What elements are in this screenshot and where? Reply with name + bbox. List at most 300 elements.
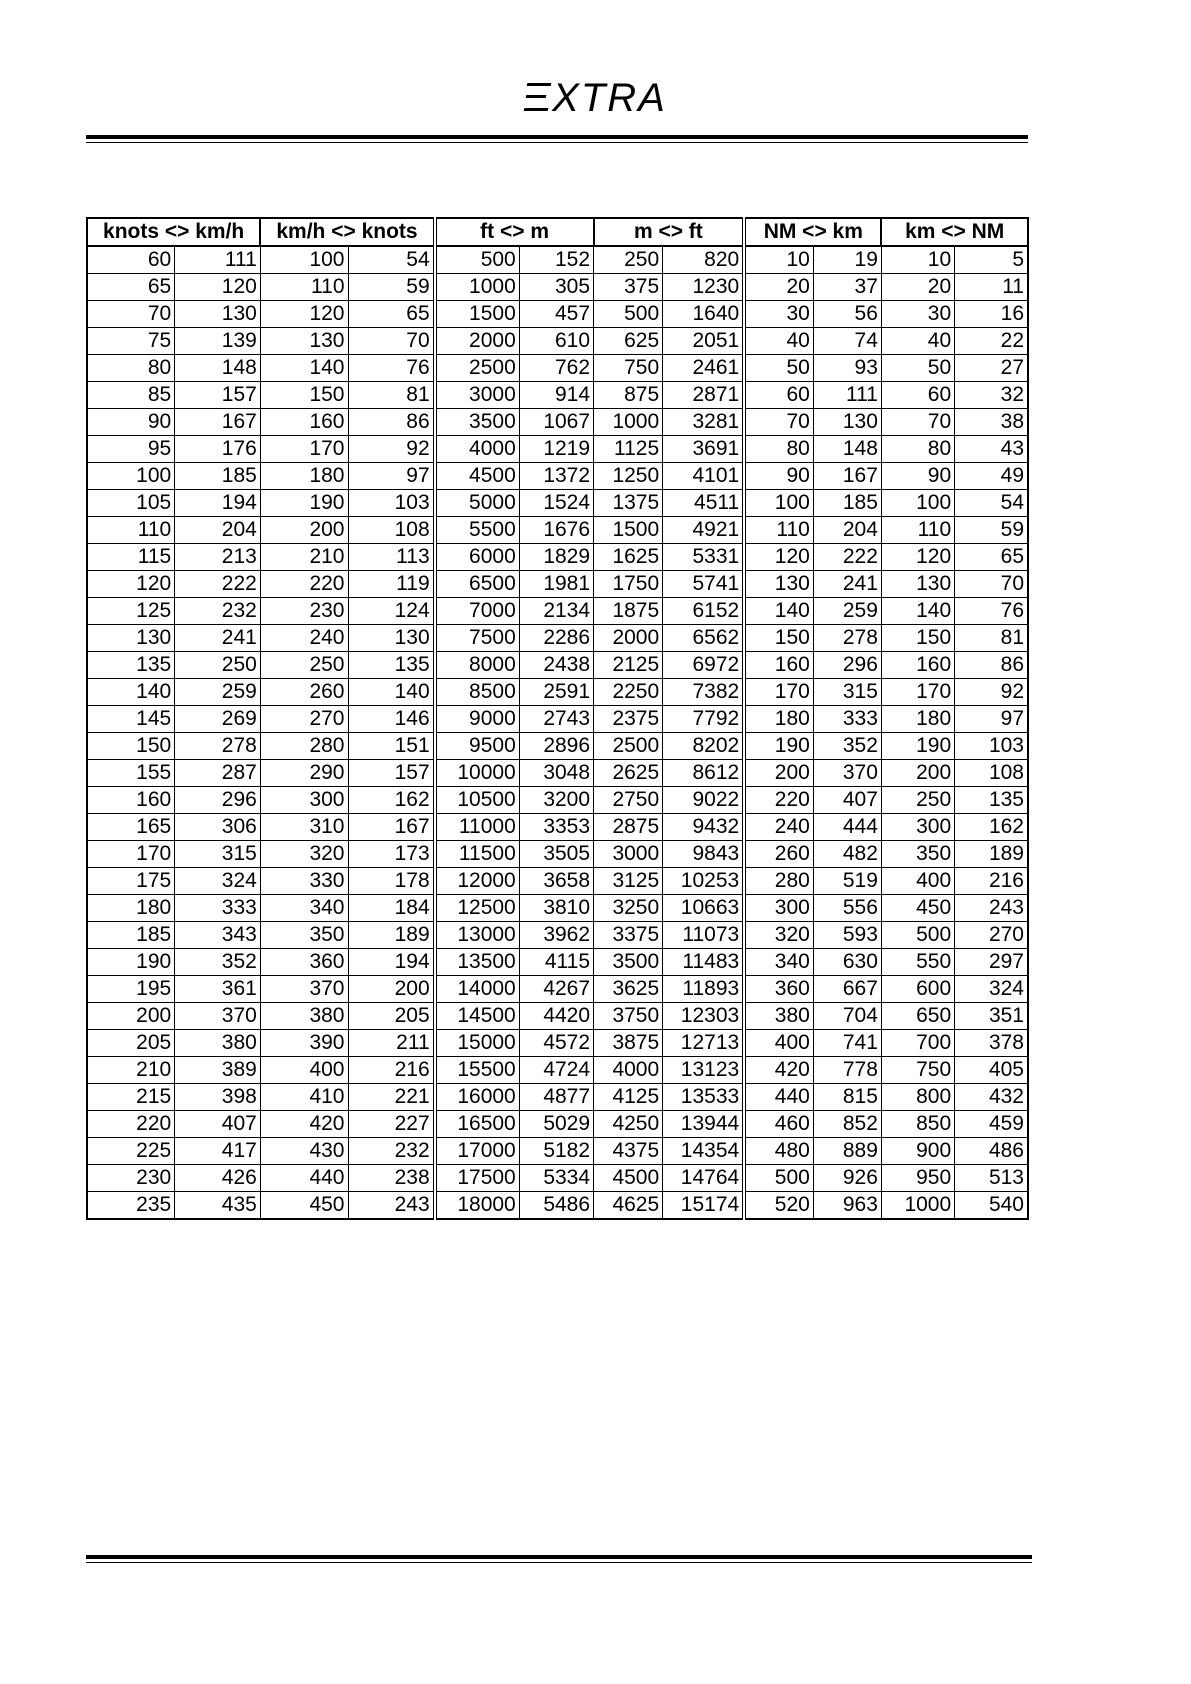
table-cell: 204: [813, 517, 881, 544]
table-cell: 889: [813, 1138, 881, 1165]
table-cell: 352: [813, 733, 881, 760]
table-cell: 184: [348, 895, 435, 922]
table-cell: 103: [348, 490, 435, 517]
table-cell: 340: [260, 895, 348, 922]
table-cell: 37: [813, 274, 881, 301]
table-cell: 6500: [435, 571, 520, 598]
table-cell: 4267: [519, 976, 593, 1003]
table-cell: 3000: [594, 841, 663, 868]
table-cell: 76: [955, 598, 1028, 625]
table-cell: 11500: [435, 841, 520, 868]
table-cell: 140: [87, 679, 175, 706]
table-cell: 815: [813, 1084, 881, 1111]
table-cell: 333: [175, 895, 261, 922]
table-cell: 1676: [519, 517, 593, 544]
table-row: [87, 814, 1028, 841]
table-row: [87, 490, 1028, 517]
table-row: [87, 733, 1028, 760]
table-cell: 5: [955, 246, 1028, 274]
table-cell: 444: [813, 814, 881, 841]
table-cell: 700: [881, 1030, 954, 1057]
table-cell: 1000: [594, 409, 663, 436]
table-cell: 20: [881, 274, 954, 301]
table-cell: 80: [87, 355, 175, 382]
table-cell: 6562: [663, 625, 745, 652]
table-cell: 850: [881, 1111, 954, 1138]
table-cell: 400: [260, 1057, 348, 1084]
table-cell: 20: [744, 274, 813, 301]
table-cell: 1125: [594, 436, 663, 463]
table-cell: 250: [260, 652, 348, 679]
table-cell: 1372: [519, 463, 593, 490]
table-cell: 360: [744, 976, 813, 1003]
table-cell: 259: [175, 679, 261, 706]
table-body: [87, 246, 1028, 1219]
table-cell: 280: [260, 733, 348, 760]
table-cell: 2591: [519, 679, 593, 706]
table-cell: 190: [881, 733, 954, 760]
table-cell: 135: [955, 787, 1028, 814]
table-cell: 148: [175, 355, 261, 382]
table-cell: 130: [813, 409, 881, 436]
table-cell: 875: [594, 382, 663, 409]
table-cell: 3500: [435, 409, 520, 436]
table-cell: 8000: [435, 652, 520, 679]
table-cell: 200: [87, 1003, 175, 1030]
table-cell: 130: [881, 571, 954, 598]
table-cell: 500: [881, 922, 954, 949]
header-km-nm: km <> NM: [881, 218, 1028, 246]
table-cell: 380: [260, 1003, 348, 1030]
table-cell: 119: [348, 571, 435, 598]
table-cell: 926: [813, 1165, 881, 1192]
table-cell: 305: [519, 274, 593, 301]
table-cell: 65: [87, 274, 175, 301]
table-cell: 38: [955, 409, 1028, 436]
extra-logo-text: XTRA: [552, 76, 667, 120]
table-cell: 243: [348, 1192, 435, 1220]
table-cell: 222: [175, 571, 261, 598]
table-cell: 175: [87, 868, 175, 895]
table-cell: 2896: [519, 733, 593, 760]
table-cell: 14764: [663, 1165, 745, 1192]
table-cell: 200: [260, 517, 348, 544]
table-cell: 420: [260, 1111, 348, 1138]
table-cell: 170: [744, 679, 813, 706]
table-cell: 2051: [663, 328, 745, 355]
table-cell: 650: [881, 1003, 954, 1030]
table-cell: 480: [744, 1138, 813, 1165]
table-cell: 17500: [435, 1165, 520, 1192]
table-cell: 315: [813, 679, 881, 706]
table-cell: 351: [955, 1003, 1028, 1030]
table-cell: 450: [260, 1192, 348, 1220]
table-cell: 5000: [435, 490, 520, 517]
table-row: [87, 571, 1028, 598]
header-m-ft: m <> ft: [594, 218, 745, 246]
table-row: [87, 436, 1028, 463]
table-cell: 375: [594, 274, 663, 301]
table-cell: 435: [175, 1192, 261, 1220]
table-cell: 4572: [519, 1030, 593, 1057]
table-cell: 189: [348, 922, 435, 949]
table-cell: 350: [881, 841, 954, 868]
table-cell: 130: [348, 625, 435, 652]
table-row: [87, 355, 1028, 382]
table-cell: 108: [955, 760, 1028, 787]
table-cell: 160: [260, 409, 348, 436]
table-cell: 3048: [519, 760, 593, 787]
table-cell: 330: [260, 868, 348, 895]
table-row: [87, 841, 1028, 868]
table-cell: 3875: [594, 1030, 663, 1057]
table-cell: 15174: [663, 1192, 745, 1220]
table-cell: 260: [744, 841, 813, 868]
table-cell: 10253: [663, 868, 745, 895]
table-row: [87, 1111, 1028, 1138]
table-cell: 11000: [435, 814, 520, 841]
table-cell: 120: [881, 544, 954, 571]
table-row: [87, 1084, 1028, 1111]
table-cell: 75: [87, 328, 175, 355]
table-cell: 220: [87, 1111, 175, 1138]
table-cell: 152: [519, 246, 593, 274]
table-cell: 11483: [663, 949, 745, 976]
table-cell: 2000: [594, 625, 663, 652]
table-cell: 852: [813, 1111, 881, 1138]
table-cell: 4250: [594, 1111, 663, 1138]
table-cell: 157: [348, 760, 435, 787]
table-cell: 2875: [594, 814, 663, 841]
table-cell: 352: [175, 949, 261, 976]
table-cell: 1524: [519, 490, 593, 517]
table-cell: 9022: [663, 787, 745, 814]
table-cell: 167: [813, 463, 881, 490]
table-cell: 200: [881, 760, 954, 787]
table-cell: 185: [87, 922, 175, 949]
table-cell: 95: [87, 436, 175, 463]
table-cell: 16000: [435, 1084, 520, 1111]
table-cell: 9000: [435, 706, 520, 733]
table-cell: 540: [955, 1192, 1028, 1220]
table-cell: 100: [881, 490, 954, 517]
table-cell: 12303: [663, 1003, 745, 1030]
table-cell: 459: [955, 1111, 1028, 1138]
table-row: [87, 679, 1028, 706]
table-cell: 13944: [663, 1111, 745, 1138]
table-row: [87, 1165, 1028, 1192]
table-cell: 22: [955, 328, 1028, 355]
table-cell: 4877: [519, 1084, 593, 1111]
table-cell: 17000: [435, 1138, 520, 1165]
table-cell: 90: [881, 463, 954, 490]
table-row: [87, 409, 1028, 436]
table-cell: 3810: [519, 895, 593, 922]
table-row: [87, 1057, 1028, 1084]
table-cell: 405: [955, 1057, 1028, 1084]
table-cell: 115: [87, 544, 175, 571]
table-cell: 350: [260, 922, 348, 949]
table-cell: 92: [955, 679, 1028, 706]
table-cell: 4511: [663, 490, 745, 517]
table-cell: 139: [175, 328, 261, 355]
table-cell: 50: [744, 355, 813, 382]
table-cell: 173: [348, 841, 435, 868]
table-cell: 220: [260, 571, 348, 598]
table-cell: 222: [813, 544, 881, 571]
table-cell: 80: [744, 436, 813, 463]
table-cell: 400: [881, 868, 954, 895]
table-row: [87, 1192, 1028, 1220]
table-row: [87, 625, 1028, 652]
header-ft-m: ft <> m: [435, 218, 594, 246]
table-cell: 12500: [435, 895, 520, 922]
table-row: [87, 652, 1028, 679]
table-cell: 3962: [519, 922, 593, 949]
table-cell: 135: [87, 652, 175, 679]
table-cell: 204: [175, 517, 261, 544]
table-cell: 380: [175, 1030, 261, 1057]
table-cell: 2286: [519, 625, 593, 652]
table-cell: 190: [260, 490, 348, 517]
table-cell: 27: [955, 355, 1028, 382]
table-cell: 450: [881, 895, 954, 922]
table-cell: 97: [348, 463, 435, 490]
table-cell: 65: [348, 301, 435, 328]
table-cell: 370: [260, 976, 348, 1003]
table-cell: 6152: [663, 598, 745, 625]
table-cell: 162: [955, 814, 1028, 841]
table-cell: 111: [175, 246, 261, 274]
table-row: [87, 787, 1028, 814]
table-cell: 167: [175, 409, 261, 436]
table-cell: 110: [260, 274, 348, 301]
table-cell: 11: [955, 274, 1028, 301]
table-cell: 2250: [594, 679, 663, 706]
table-cell: 180: [87, 895, 175, 922]
table-cell: 7500: [435, 625, 520, 652]
table-cell: 1375: [594, 490, 663, 517]
table-cell: 5182: [519, 1138, 593, 1165]
table-cell: 320: [260, 841, 348, 868]
table-cell: 2625: [594, 760, 663, 787]
table-cell: 420: [744, 1057, 813, 1084]
table-cell: 110: [87, 517, 175, 544]
table-cell: 12713: [663, 1030, 745, 1057]
table-cell: 180: [744, 706, 813, 733]
table-cell: 750: [594, 355, 663, 382]
table-cell: 2461: [663, 355, 745, 382]
table-cell: 400: [744, 1030, 813, 1057]
table-cell: 232: [175, 598, 261, 625]
table-row: [87, 1138, 1028, 1165]
table-cell: 4625: [594, 1192, 663, 1220]
table-cell: 200: [744, 760, 813, 787]
table-cell: 550: [881, 949, 954, 976]
table-cell: 70: [348, 328, 435, 355]
table-cell: 15000: [435, 1030, 520, 1057]
table-cell: 5331: [663, 544, 745, 571]
table-cell: 2000: [435, 328, 520, 355]
table-cell: 1640: [663, 301, 745, 328]
table-cell: 13123: [663, 1057, 745, 1084]
table-cell: 150: [881, 625, 954, 652]
extra-logo: [0, 76, 1191, 124]
table-cell: 80: [881, 436, 954, 463]
table-cell: 90: [87, 409, 175, 436]
table-cell: 741: [813, 1030, 881, 1057]
table-cell: 2750: [594, 787, 663, 814]
table-cell: 241: [813, 571, 881, 598]
table-row: [87, 246, 1028, 274]
table-cell: 378: [955, 1030, 1028, 1057]
table-cell: 520: [744, 1192, 813, 1220]
table-cell: 170: [881, 679, 954, 706]
table-cell: 270: [955, 922, 1028, 949]
table-cell: 210: [87, 1057, 175, 1084]
table-cell: 389: [175, 1057, 261, 1084]
table-cell: 124: [348, 598, 435, 625]
table-cell: 160: [87, 787, 175, 814]
table-cell: 417: [175, 1138, 261, 1165]
table-cell: 432: [955, 1084, 1028, 1111]
header-nm-km: NM <> km: [744, 218, 881, 246]
table-cell: 1500: [435, 301, 520, 328]
table-cell: 426: [175, 1165, 261, 1192]
table-cell: 74: [813, 328, 881, 355]
table-cell: 130: [260, 328, 348, 355]
table-cell: 407: [813, 787, 881, 814]
table-cell: 10: [744, 246, 813, 274]
table-cell: 194: [175, 490, 261, 517]
table-cell: 3000: [435, 382, 520, 409]
table-cell: 93: [813, 355, 881, 382]
table-cell: 200: [348, 976, 435, 1003]
table-cell: 130: [87, 625, 175, 652]
table-cell: 167: [348, 814, 435, 841]
table-row: [87, 922, 1028, 949]
table-cell: 180: [260, 463, 348, 490]
table-cell: 165: [87, 814, 175, 841]
table-cell: 3125: [594, 868, 663, 895]
table-cell: 155: [87, 760, 175, 787]
table-cell: 4420: [519, 1003, 593, 1030]
table-cell: 9843: [663, 841, 745, 868]
table-cell: 230: [87, 1165, 175, 1192]
table-cell: 7792: [663, 706, 745, 733]
table-cell: 189: [955, 841, 1028, 868]
table-cell: 76: [348, 355, 435, 382]
table-cell: 324: [955, 976, 1028, 1003]
table-cell: 950: [881, 1165, 954, 1192]
table-cell: 1219: [519, 436, 593, 463]
table-cell: 290: [260, 760, 348, 787]
table-cell: 4115: [519, 949, 593, 976]
table-cell: 59: [348, 274, 435, 301]
table-cell: 300: [260, 787, 348, 814]
table-cell: 16: [955, 301, 1028, 328]
table-cell: 278: [175, 733, 261, 760]
table-cell: 16500: [435, 1111, 520, 1138]
table-cell: 7000: [435, 598, 520, 625]
table-cell: 110: [881, 517, 954, 544]
table-row: [87, 544, 1028, 571]
table-cell: 40: [881, 328, 954, 355]
table-cell: 60: [881, 382, 954, 409]
table-cell: 297: [955, 949, 1028, 976]
table-cell: 2125: [594, 652, 663, 679]
table-cell: 1875: [594, 598, 663, 625]
table-cell: 260: [260, 679, 348, 706]
table-cell: 486: [955, 1138, 1028, 1165]
table-cell: 120: [175, 274, 261, 301]
table-cell: 232: [348, 1138, 435, 1165]
table-cell: 610: [519, 328, 593, 355]
table-cell: 2134: [519, 598, 593, 625]
table-cell: 60: [87, 246, 175, 274]
table-cell: 205: [348, 1003, 435, 1030]
table-cell: 800: [881, 1084, 954, 1111]
table-cell: 5741: [663, 571, 745, 598]
table-cell: 1000: [881, 1192, 954, 1220]
table-cell: 120: [744, 544, 813, 571]
table-header-row: [87, 218, 1028, 246]
table-row: [87, 706, 1028, 733]
table-cell: 320: [744, 922, 813, 949]
table-row: [87, 517, 1028, 544]
table-cell: 593: [813, 922, 881, 949]
table-cell: 221: [348, 1084, 435, 1111]
table-cell: 54: [955, 490, 1028, 517]
table-cell: 14000: [435, 976, 520, 1003]
table-cell: 238: [348, 1165, 435, 1192]
table-cell: 13500: [435, 949, 520, 976]
table-cell: 2500: [435, 355, 520, 382]
table-cell: 306: [175, 814, 261, 841]
table-cell: 5334: [519, 1165, 593, 1192]
table-cell: 13000: [435, 922, 520, 949]
table-cell: 1250: [594, 463, 663, 490]
table-cell: 195: [87, 976, 175, 1003]
table-cell: 190: [744, 733, 813, 760]
table-cell: 1067: [519, 409, 593, 436]
table-cell: 170: [260, 436, 348, 463]
table-cell: 70: [87, 301, 175, 328]
table-cell: 914: [519, 382, 593, 409]
table-cell: 150: [260, 382, 348, 409]
table-cell: 160: [744, 652, 813, 679]
table-cell: 86: [348, 409, 435, 436]
table-cell: 150: [744, 625, 813, 652]
table-cell: 4125: [594, 1084, 663, 1111]
table-cell: 4375: [594, 1138, 663, 1165]
table-cell: 410: [260, 1084, 348, 1111]
table-cell: 667: [813, 976, 881, 1003]
table-cell: 296: [813, 652, 881, 679]
table-cell: 185: [175, 463, 261, 490]
table-cell: 43: [955, 436, 1028, 463]
table-cell: 625: [594, 328, 663, 355]
table-cell: 10500: [435, 787, 520, 814]
table-cell: 270: [260, 706, 348, 733]
table-row: [87, 463, 1028, 490]
table-cell: 18000: [435, 1192, 520, 1220]
header-rule: [86, 135, 1028, 143]
table-cell: 11893: [663, 976, 745, 1003]
table-cell: 105: [87, 490, 175, 517]
table-cell: 120: [260, 301, 348, 328]
table-cell: 110: [744, 517, 813, 544]
